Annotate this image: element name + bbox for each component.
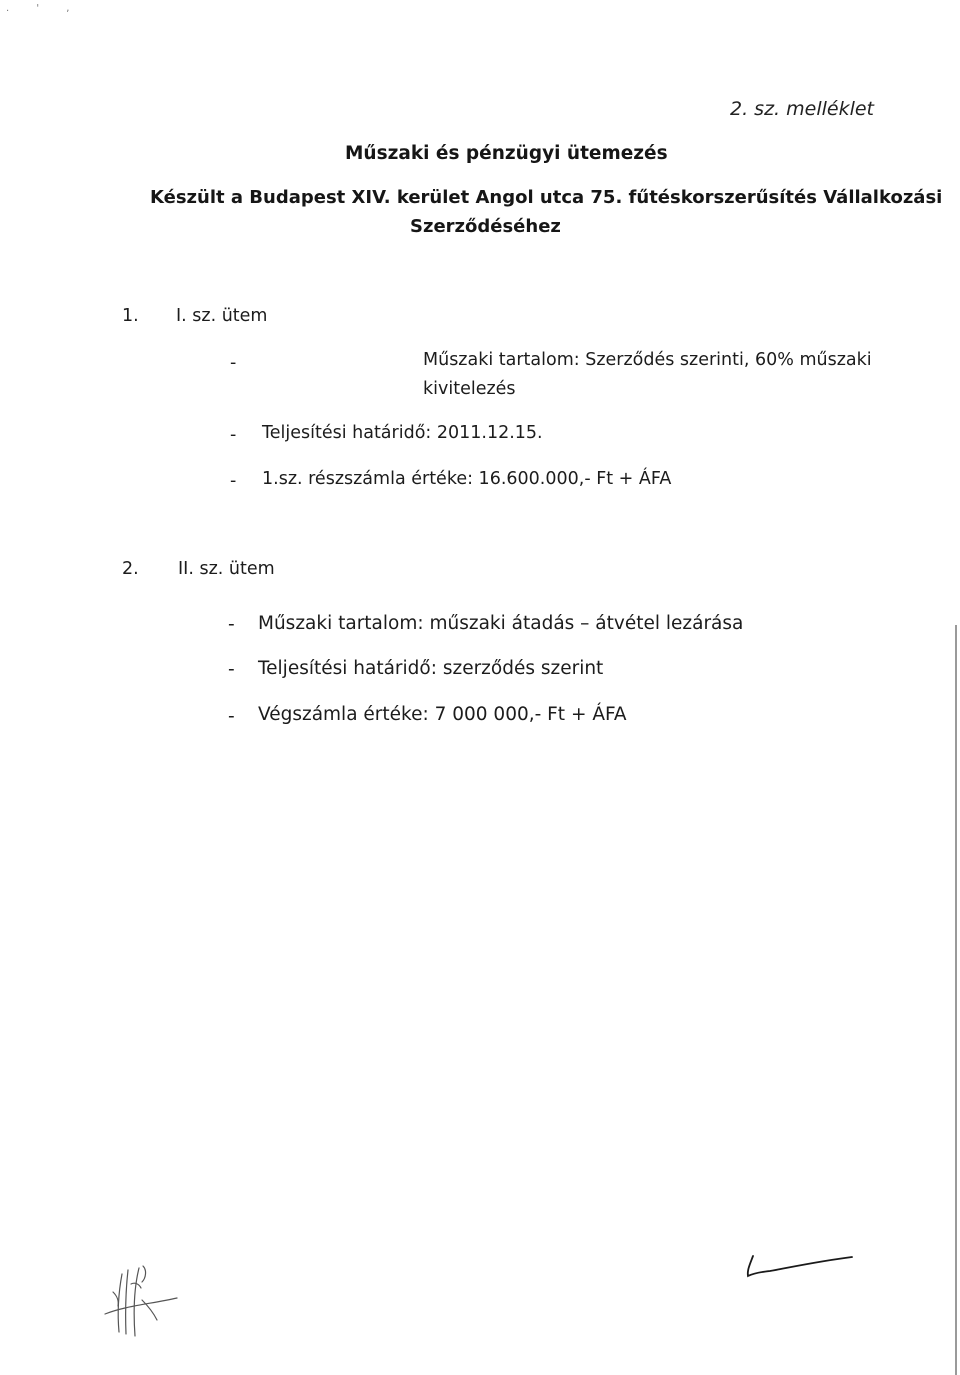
stage-1-technical-bullet: - (230, 353, 237, 373)
stage-2-invoice: Végszámla értéke: 7 000 000,- Ft + ÁFA (258, 704, 627, 725)
scan-corner-marks: . ' , (6, 3, 82, 14)
document-title: Műszaki és pénzügyi ütemezés (345, 143, 668, 164)
stage-1-number: 1. (122, 306, 139, 326)
stage-2-deadline-bullet: - (228, 659, 235, 680)
stage-2-deadline: Teljesítési határidő: szerződés szerint (258, 658, 604, 679)
stage-2-number: 2. (122, 559, 139, 579)
prepared-for-line-1: Készült a Budapest XIV. kerület Angol utca 75. fűtéskorszerűsítés Vállalkozási (150, 187, 943, 208)
annex-label: 2. sz. melléklet (730, 98, 874, 120)
stage-2-invoice-bullet: - (228, 706, 235, 727)
stage-1-deadline-bullet: - (230, 425, 237, 445)
prepared-for-line-2: Szerződéséhez (410, 216, 561, 237)
stage-1-deadline: Teljesítési határidő: 2011.12.15. (262, 423, 543, 443)
stage-1-invoice: 1.sz. részszámla értéke: 16.600.000,- Ft + ÁFA (262, 469, 672, 489)
stage-1-technical-line-2: kivitelezés (423, 379, 516, 399)
handwritten-initials-signature (95, 1262, 190, 1342)
stage-1-technical-line-1: Műszaki tartalom: Szerződés szerinti, 60% műszaki (423, 350, 872, 370)
stage-2-technical: Műszaki tartalom: műszaki átadás – átvétel lezárása (258, 613, 744, 634)
stage-2-title: II. sz. ütem (178, 559, 275, 579)
scan-edge-line (955, 625, 957, 1375)
stage-1-title: I. sz. ütem (176, 306, 268, 326)
handwritten-signature-stroke (740, 1252, 860, 1282)
stage-2-technical-bullet: - (228, 614, 235, 635)
stage-1-invoice-bullet: - (230, 471, 237, 491)
